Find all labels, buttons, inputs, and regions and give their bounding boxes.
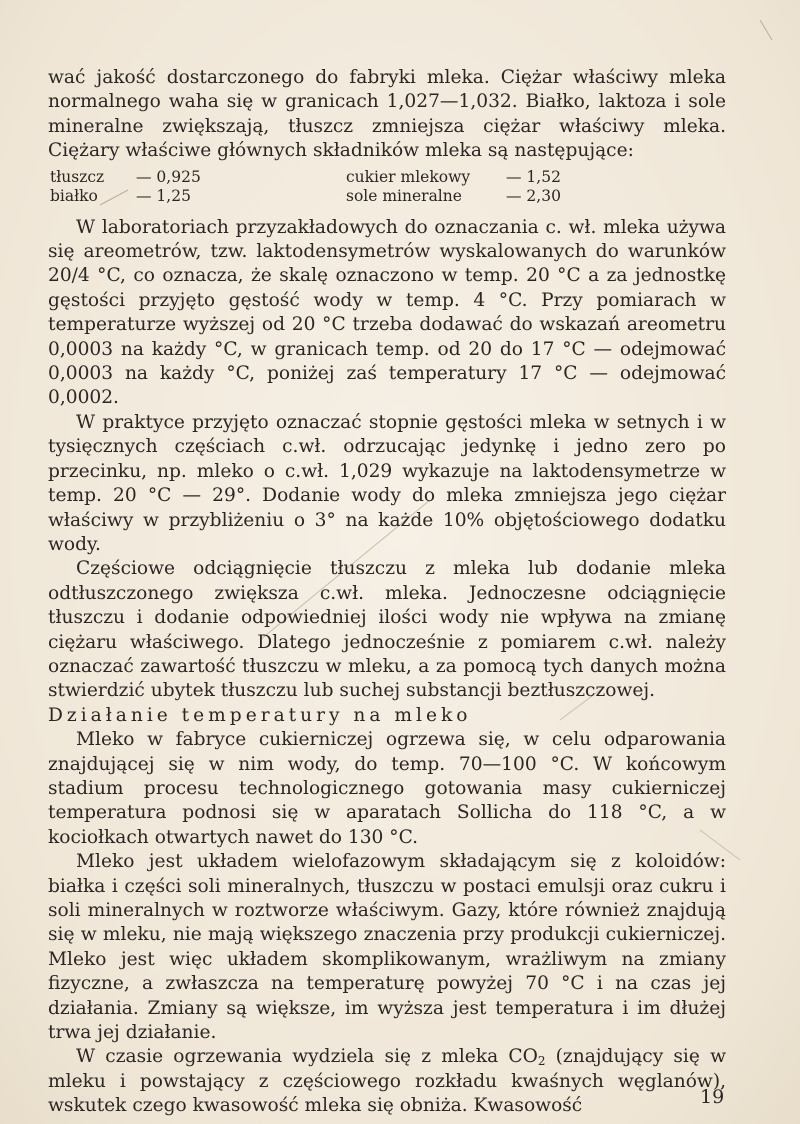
paragraph-3: W praktyce przyjęto oznaczać stopnie gęstości mleka w setnych i w tysięcznych częściach c.wł. odrzucając jedynkę i jedno zero po przecinku, np. mleko o c.wł. 1,029 wykazuje na laktodensymetrze w temp. 20 °C — 29°. Dodanie wody do mleka zmniejsza jego ciężar właściwy w przybliżeniu o 3° na każde 10% objętościowego dodatku wody. [48,411,726,555]
comp-value: — 2,30 [506,186,561,205]
page-body [48,66,726,1119]
paragraph-4: Częściowe odciągnięcie tłuszczu z mleka lub dodanie mleka odtłuszczonego zwiększa c.wł. mleka. Jednoczesne odciągnięcie tłuszczu i dodanie odpowiedniej ilości wody nie wpływa na zmianę ciężaru właściwego. Dlatego jednocześnie z pomiarem c.wł. należy oznaczać zawartość tłuszczu w mleku, a za pomocą tych danych można stwierdzić ubytek tłuszczu lub suchej substancji beztłuszczowej. [48,558,726,702]
paragraph-7 [48,1045,726,1118]
paragraph-2: W laboratoriach przyzakładowych do oznaczania c. wł. mleka używa się areometrów, tzw. laktodensymetrów wyskalowanych do warunków 20/4 °C, co oznacza, że skalę oznaczono w temp. 20 °C a za jednostkę gęstości przyjęto gęstość wody w temp. 4 °C. Przy pomiarach w temperaturze wyższej od 20 °C trzeba dodawać do wskazań areometru 0,0003 na każdy °C, w granicach temp. od 20 do 17 °C — odejmować 0,0003 na każdy °C, poniżej zaś temperatury 17 °C — odejmować 0,0002. [48,216,726,409]
comp-value: — 1,25 [136,186,191,205]
comp-value: — 0,925 [136,167,201,186]
comp-name: białko [50,186,98,205]
comp-name: tłuszcz [50,167,105,186]
comp-value: — 1,52 [506,167,561,186]
paragraph-5: Mleko w fabryce cukierniczej ogrzewa się, w celu odparowania znajdującej się w nim wody, do temp. 70—100 °C. W końcowym stadium procesu technologicznego gotowania masy cukierniczej temperatura podnosi się w aparatach Sollicha do 118 °C, a w kociołkach otwartych nawet do 130 °C. [48,729,726,848]
comp-name: sole mineralne [346,186,462,205]
co2-subscript: 2 [537,1054,546,1069]
paragraph-7-end: (znajdujący się w mleku i powstający z częściowego rozkładu kwaśnych węglanów), wskutek czego kwasowość mleka się obniża. Kwasowość [48,1046,726,1117]
composition-table [50,168,726,206]
comp-name: cukier mlekowy [346,167,471,186]
paragraph-6: Mleko jest układem wielofazowym składającym się z koloidów: białka i części soli mineralnych, tłuszczu w postaci emulsji oraz cukru i soli mineralnych w roztworze właściwym. Gazy, które również znajdują się w mleku, nie mają większego znaczenia przy produkcji cukierniczej. Mleko jest więc układem skomplikowanym, wrażliwym na zmiany fizyczne, a zwłaszcza na temperaturę powyżej 70 °C i na czas jej działania. Zmiany są większe, im wyższa jest temperatura i im dłużej trwa jej działanie. [48,851,726,1044]
section-heading: Działanie temperatury na mleko [48,704,472,726]
paragraph-1: wać jakość dostarczonego do fabryki mleka. Ciężar właściwy mleka normalnego waha się w granicach 1,027—1,032. Białko, laktoza i sole mineralne zwiększają, tłuszcz zmniejsza ciężar właściwy mleka. Ciężary właściwe głównych składników mleka są następujące: [48,67,726,162]
page-number: 19 [700,1086,725,1108]
paragraph-7-start: W czasie ogrzewania wydziela się z mleka CO [76,1046,538,1068]
